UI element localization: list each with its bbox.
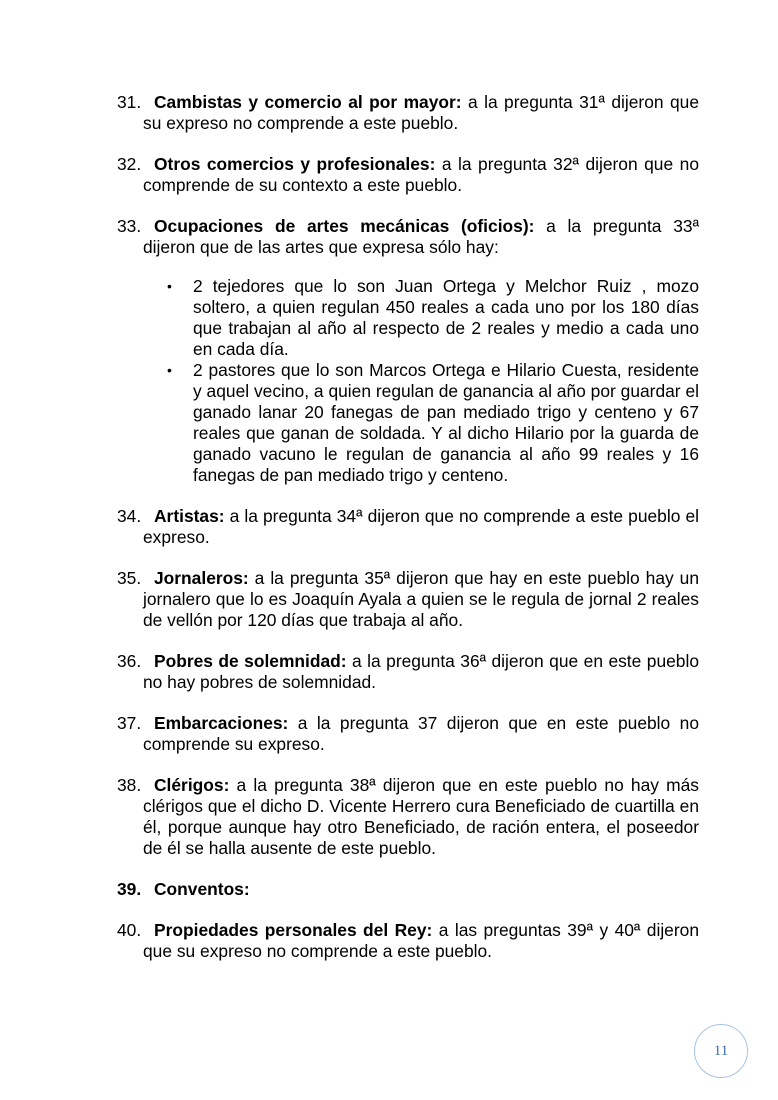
page-number-badge — [694, 1024, 748, 1078]
item-title: Otros comercios y profesionales: — [154, 154, 436, 174]
bullet-icon: • — [167, 362, 172, 378]
item-title: Jornaleros: — [154, 568, 249, 588]
item-title: Clérigos: — [154, 775, 230, 795]
item-text: a la pregunta 34ª dijeron que no comprende a este pueblo el expreso. — [143, 506, 699, 547]
page-number: 11 — [713, 1042, 729, 1059]
list-item-34 — [117, 506, 699, 548]
list-item-31 — [117, 92, 699, 134]
item-number: 38. — [117, 775, 142, 795]
item-number: 33. — [117, 216, 142, 236]
item-title: Embarcaciones: — [154, 713, 289, 733]
item-text: a la pregunta 36ª dijeron que en este pueblo no hay pobres de solemnidad. — [143, 651, 699, 692]
list-item-38 — [117, 775, 699, 859]
item-number: 40. — [117, 920, 142, 940]
item-number: 34. — [117, 506, 142, 526]
item-number: 32. — [117, 154, 142, 174]
list-item-37 — [117, 713, 699, 755]
list-item-33 — [117, 216, 699, 258]
item-title: Artistas: — [154, 506, 225, 526]
list-item-40 — [117, 920, 699, 962]
list-item-36 — [117, 651, 699, 693]
item-text: a la pregunta 37 dijeron que en este pueblo no comprende su expreso. — [143, 713, 699, 754]
item-number: 36. — [117, 651, 142, 671]
item-number: 37. — [117, 713, 142, 733]
item-text: a la pregunta 31ª dijeron que su expreso no comprende a este pueblo. — [143, 92, 699, 133]
list-item-39 — [117, 879, 699, 900]
item-title: Ocupaciones de artes mecánicas (oficios): — [154, 216, 535, 236]
item-title: Conventos: — [154, 879, 250, 899]
bullet-text: 2 tejedores que lo son Juan Ortega y Melchor Ruiz , mozo soltero, a quien regulan 450 reales a cada uno por los 180 días que trabajan al año al respecto de 2 reales y medio a cada uno en cada día. — [193, 276, 699, 359]
bullet-item-tejedores — [167, 276, 699, 360]
item-text: a las preguntas 39ª y 40ª dijeron que su expreso no comprende a este pueblo. — [143, 920, 699, 961]
item-title: Cambistas y comercio al por mayor: — [154, 92, 462, 112]
list-item-35 — [117, 568, 699, 631]
bullet-list — [117, 276, 699, 486]
bullet-item-pastores — [167, 360, 699, 486]
list-item-32 — [117, 154, 699, 196]
item-number: 35. — [117, 568, 142, 588]
item-number: 31. — [117, 92, 142, 112]
item-title: Propiedades personales del Rey: — [154, 920, 433, 940]
bullet-text: 2 pastores que lo son Marcos Ortega e Hilario Cuesta, residente y aquel vecino, a quien regulan de ganancia al año por guardar el ganado lanar 20 fanegas de pan mediado trigo y centeno y 67 reales que ganan de soldada. Y al dicho Hilario por la guarda de ganado vacuno le regulan de ganancia al año 99 reales y 16 fanegas de pan mediado trigo y centeno. — [193, 360, 699, 485]
item-title: Pobres de solemnidad: — [154, 651, 347, 671]
item-text: a la pregunta 35ª dijeron que hay en este pueblo hay un jornalero que lo es Joaquín Ayala a quien se le regula de jornal 2 reales de vellón por 120 días que trabaja al año. — [143, 568, 699, 630]
item-number: 39. — [117, 879, 142, 899]
document-page — [117, 92, 699, 982]
item-text: a la pregunta 32ª dijeron que no comprende de su contexto a este pueblo. — [143, 154, 699, 195]
item-text: a la pregunta 33ª dijeron que de las artes que expresa sólo hay: — [143, 216, 699, 257]
item-text: a la pregunta 38ª dijeron que en este pueblo no hay más clérigos que el dicho D. Vicente Herrero cura Beneficiado de cuartilla en él, porque aunque hay otro Beneficiado, de ración entera, el poseedor de él se halla ausente de este pueblo. — [143, 775, 699, 858]
bullet-icon: • — [167, 278, 172, 294]
